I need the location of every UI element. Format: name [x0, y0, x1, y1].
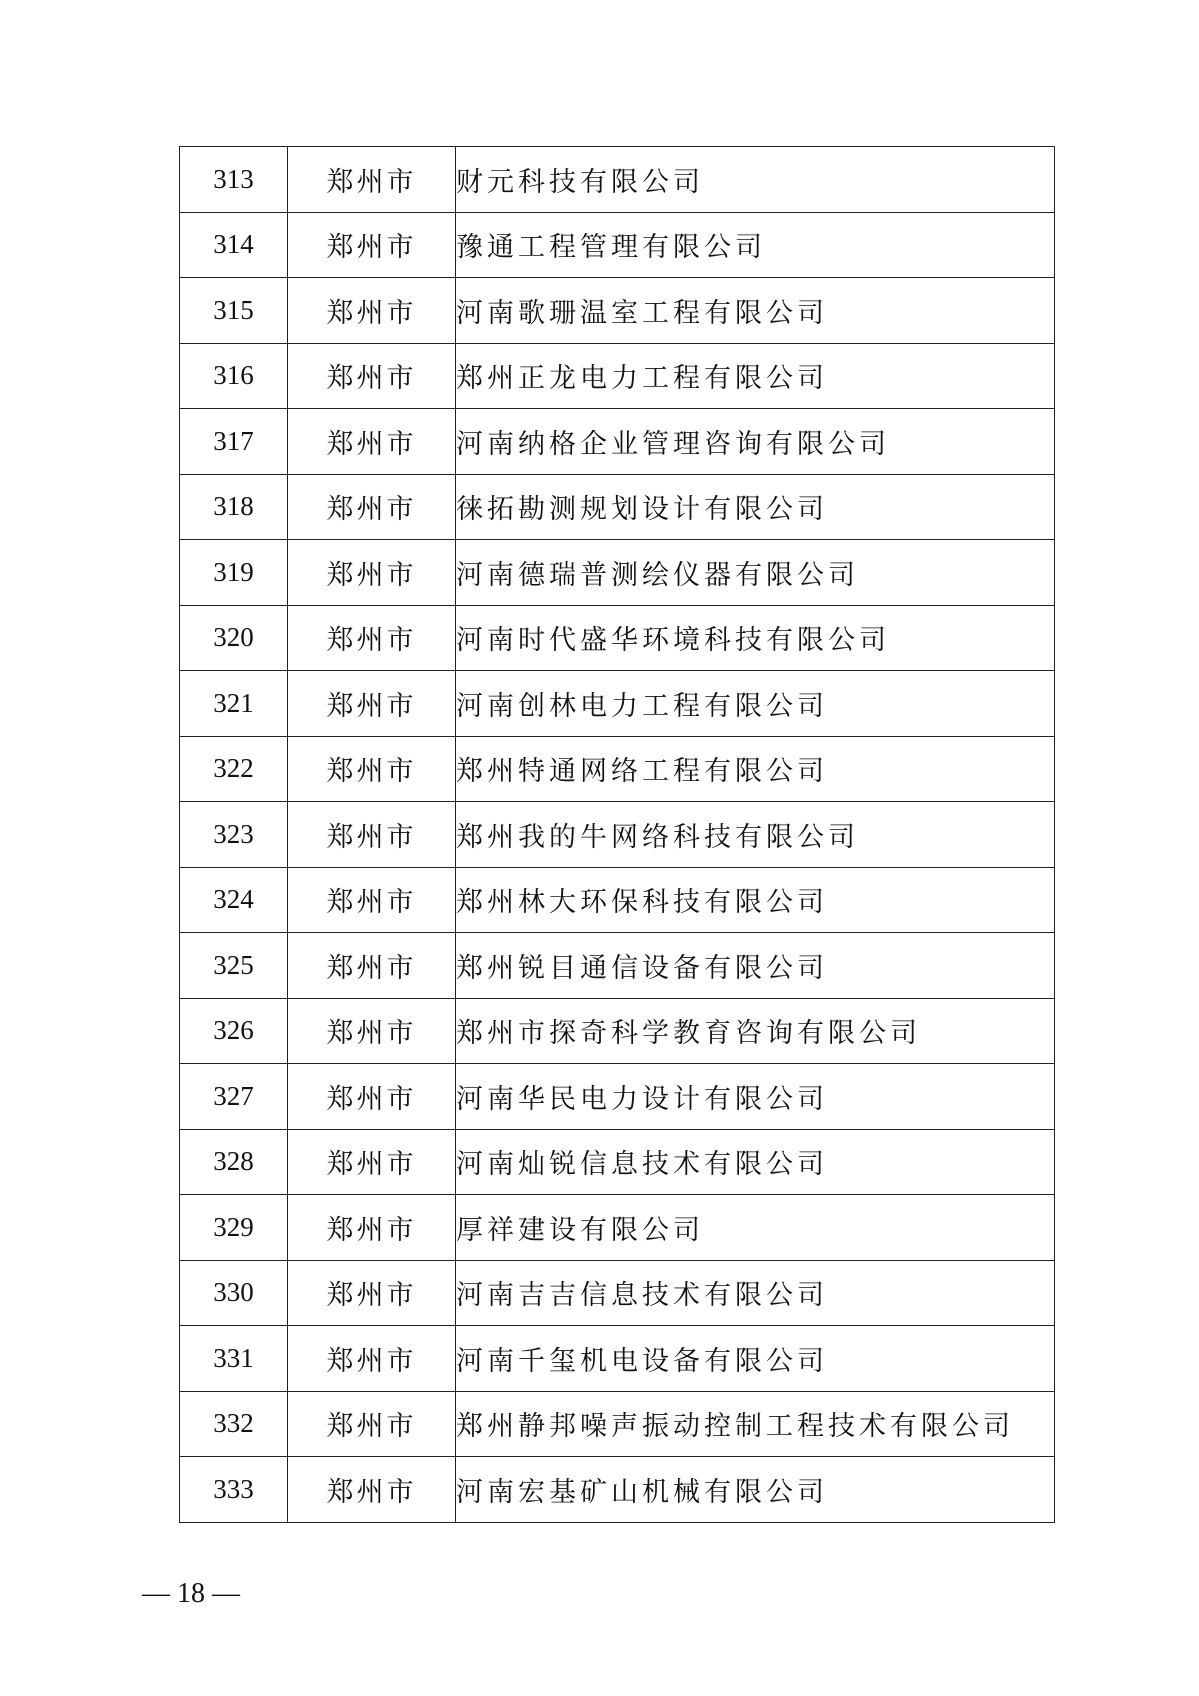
table-row [180, 998, 1055, 1064]
table-row [180, 802, 1055, 868]
row-city: 郑州市 [288, 802, 456, 868]
row-city: 郑州市 [288, 212, 456, 278]
row-number: 322 [180, 736, 288, 802]
row-city: 郑州市 [288, 998, 456, 1064]
table-row [180, 474, 1055, 540]
row-number: 323 [180, 802, 288, 868]
row-company-name: 郑州我的牛网络科技有限公司 [456, 802, 1055, 868]
row-company-name: 河南灿锐信息技术有限公司 [456, 1129, 1055, 1195]
row-company-name: 厚祥建设有限公司 [456, 1195, 1055, 1261]
table-row [180, 1195, 1055, 1261]
row-company-name: 豫通工程管理有限公司 [456, 212, 1055, 278]
table-row [180, 1391, 1055, 1457]
row-company-name: 郑州林大环保科技有限公司 [456, 867, 1055, 933]
row-city: 郑州市 [288, 1064, 456, 1130]
row-company-name: 郑州特通网络工程有限公司 [456, 736, 1055, 802]
row-company-name: 河南千玺机电设备有限公司 [456, 1326, 1055, 1392]
row-number: 330 [180, 1260, 288, 1326]
row-number: 329 [180, 1195, 288, 1261]
row-city: 郑州市 [288, 671, 456, 737]
row-company-name: 郑州市探奇科学教育咨询有限公司 [456, 998, 1055, 1064]
row-city: 郑州市 [288, 540, 456, 606]
row-number: 315 [180, 278, 288, 344]
row-company-name: 河南华民电力设计有限公司 [456, 1064, 1055, 1130]
row-city: 郑州市 [288, 1195, 456, 1261]
row-number: 326 [180, 998, 288, 1064]
table-row [180, 605, 1055, 671]
row-city: 郑州市 [288, 736, 456, 802]
row-number: 325 [180, 933, 288, 999]
row-company-name: 河南宏基矿山机械有限公司 [456, 1457, 1055, 1523]
row-number: 320 [180, 605, 288, 671]
row-city: 郑州市 [288, 1326, 456, 1392]
table-row [180, 343, 1055, 409]
row-company-name: 河南创林电力工程有限公司 [456, 671, 1055, 737]
row-number: 318 [180, 474, 288, 540]
row-number: 319 [180, 540, 288, 606]
table-row [180, 736, 1055, 802]
row-city: 郑州市 [288, 278, 456, 344]
table-row [180, 409, 1055, 475]
row-number: 333 [180, 1457, 288, 1523]
row-city: 郑州市 [288, 343, 456, 409]
row-city: 郑州市 [288, 147, 456, 213]
row-company-name: 徕拓勘测规划设计有限公司 [456, 474, 1055, 540]
table-row [180, 1457, 1055, 1523]
row-city: 郑州市 [288, 474, 456, 540]
row-number: 314 [180, 212, 288, 278]
company-list-table [179, 146, 1055, 1523]
row-company-name: 河南德瑞普测绘仪器有限公司 [456, 540, 1055, 606]
row-number: 317 [180, 409, 288, 475]
table-row [180, 1326, 1055, 1392]
table-row [180, 540, 1055, 606]
table-row [180, 1064, 1055, 1130]
page-number: — 18 — [142, 1578, 240, 1609]
table-row [180, 147, 1055, 213]
row-company-name: 财元科技有限公司 [456, 147, 1055, 213]
row-city: 郑州市 [288, 1391, 456, 1457]
table-row [180, 671, 1055, 737]
row-company-name: 河南时代盛华环境科技有限公司 [456, 605, 1055, 671]
row-number: 316 [180, 343, 288, 409]
table-row [180, 212, 1055, 278]
row-company-name: 河南纳格企业管理咨询有限公司 [456, 409, 1055, 475]
row-number: 328 [180, 1129, 288, 1195]
row-city: 郑州市 [288, 605, 456, 671]
row-number: 313 [180, 147, 288, 213]
row-number: 332 [180, 1391, 288, 1457]
row-city: 郑州市 [288, 1260, 456, 1326]
row-number: 321 [180, 671, 288, 737]
row-company-name: 郑州正龙电力工程有限公司 [456, 343, 1055, 409]
row-number: 324 [180, 867, 288, 933]
row-company-name: 河南吉吉信息技术有限公司 [456, 1260, 1055, 1326]
table-row [180, 933, 1055, 999]
row-company-name: 郑州锐目通信设备有限公司 [456, 933, 1055, 999]
table-body [180, 147, 1055, 1523]
table-row [180, 1260, 1055, 1326]
table-row [180, 278, 1055, 344]
table-row [180, 1129, 1055, 1195]
row-number: 327 [180, 1064, 288, 1130]
row-city: 郑州市 [288, 1129, 456, 1195]
row-city: 郑州市 [288, 867, 456, 933]
table-row [180, 867, 1055, 933]
row-city: 郑州市 [288, 1457, 456, 1523]
row-number: 331 [180, 1326, 288, 1392]
row-company-name: 郑州静邦噪声振动控制工程技术有限公司 [456, 1391, 1055, 1457]
row-company-name: 河南歌珊温室工程有限公司 [456, 278, 1055, 344]
row-city: 郑州市 [288, 933, 456, 999]
row-city: 郑州市 [288, 409, 456, 475]
